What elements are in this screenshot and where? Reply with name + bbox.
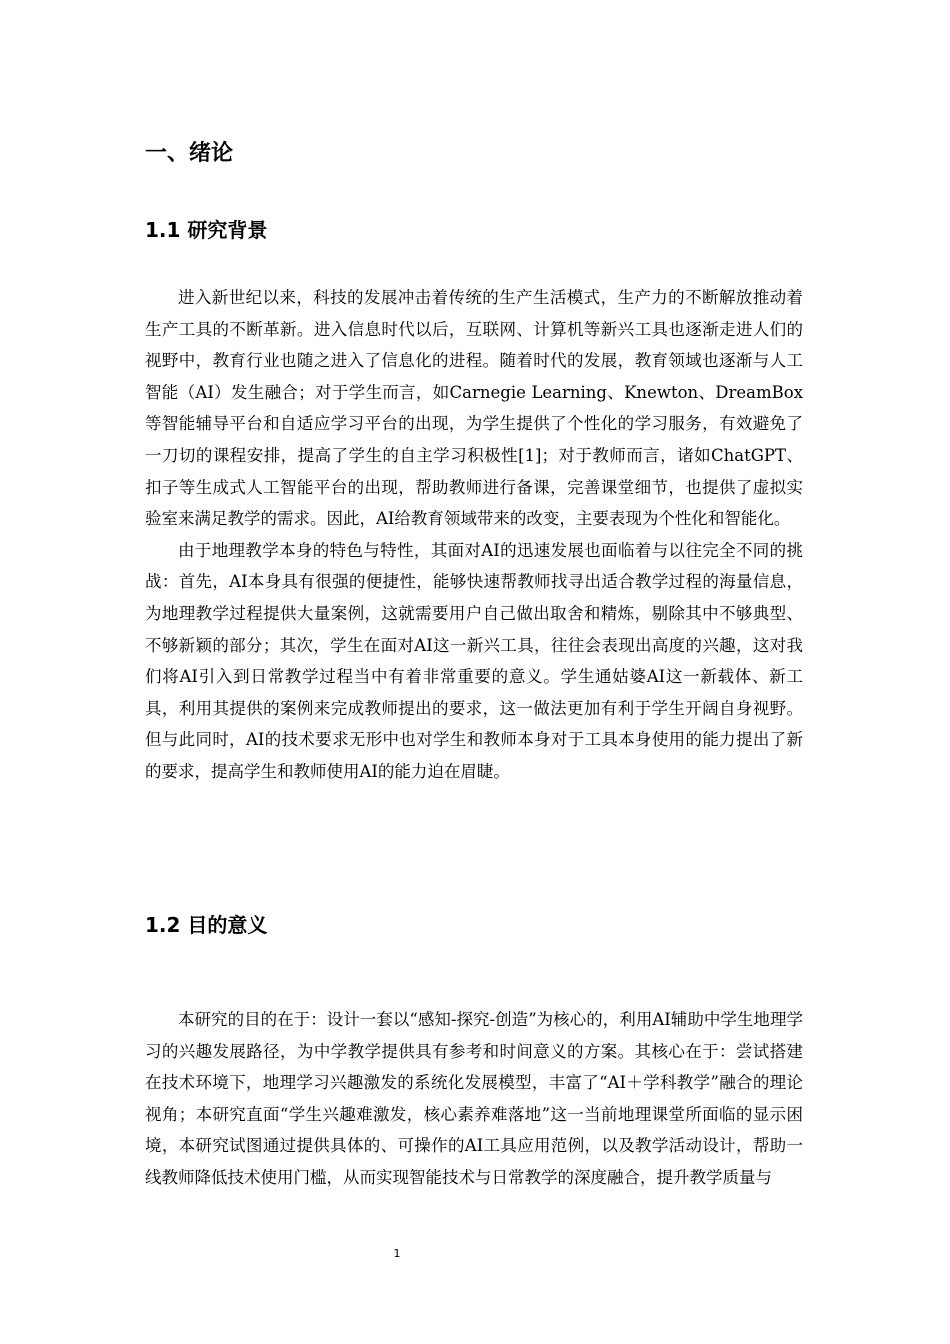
chapter-title: 一、绪论 [145,141,234,166]
paragraph: 进入新世纪以来，科技的发展冲击着传统的生产生活模式，生产力的不断解放推动着生产工具的不断革新。进入信息时代以后，互联网、计算机等新兴工具也逐渐走进人们的视野中，教育行业也随之进入了信息化的进程。随着时代的发展，教育领域也逐渐与人工智能（AI）发生融合；对于学生而言，如Carnegie Learning、Knewton、DreamBox等智能辅导平台和自适应学习平台的出现，为学生提供了个性化的学习服务，有效避免了一刀切的课程安排，提高了学生的自主学习积极性[1]；对于教师而言，诸如ChatGPT、扣子等生成式人工智能平台的出现，帮助教师进行备课，完善课堂细节，也提供了虚拟实验室来满足教学的需求。因此，AI给教育领域带来的改变，主要表现为个性化和智能化。 [145,288,803,529]
section-body-background [145,282,803,788]
page-number: 1 [393,1247,401,1260]
paragraph: 由于地理教学本身的特色与特性，其面对AI的迅速发展也面临着与以往完全不同的挑战：首先，AI本身具有很强的便捷性，能够快速帮教师找寻出适合教学过程的海量信息，为地理教学过程提供大量案例，这就需要用户自己做出取舍和精炼，剔除其中不够典型、不够新颖的部分；其次，学生在面对AI这一新兴工具，往往会表现出高度的兴趣，这对我们将AI引入到日常教学过程当中有着非常重要的意义。学生通姑婆AI这一新载体、新工具，利用其提供的案例来完成教师提出的要求，这一做法更加有利于学生开阔自身视野。但与此同时，AI的技术要求无形中也对学生和教师本身对于工具本身使用的能力提出了新的要求，提高学生和教师使用AI的能力迫在眉睫。 [145,540,803,781]
section-heading-purpose: 1.2 目的意义 [145,913,268,937]
paragraph: 本研究的目的在于：设计一套以“感知-探究-创造”为核心的，利用AI辅助中学生地理学习的兴趣发展路径，为中学教学提供具有参考和时间意义的方案。其核心在于：尝试搭建在技术环境下，地理学习兴趣激发的系统化发展模型，丰富了“AI＋学科教学”融合的理论视角；本研究直面“学生兴趣难激发，核心素养难落地”这一当前地理课堂所面临的显示困境，本研究试图通过提供具体的、可操作的AI工具应用范例，以及教学活动设计，帮助一线教师降低技术使用门槛，从而实现智能技术与日常教学的深度融合，提升教学质量与 [145,1010,803,1187]
section-body-purpose [145,1004,803,1194]
section-heading-background: 1.1 研究背景 [145,218,268,242]
